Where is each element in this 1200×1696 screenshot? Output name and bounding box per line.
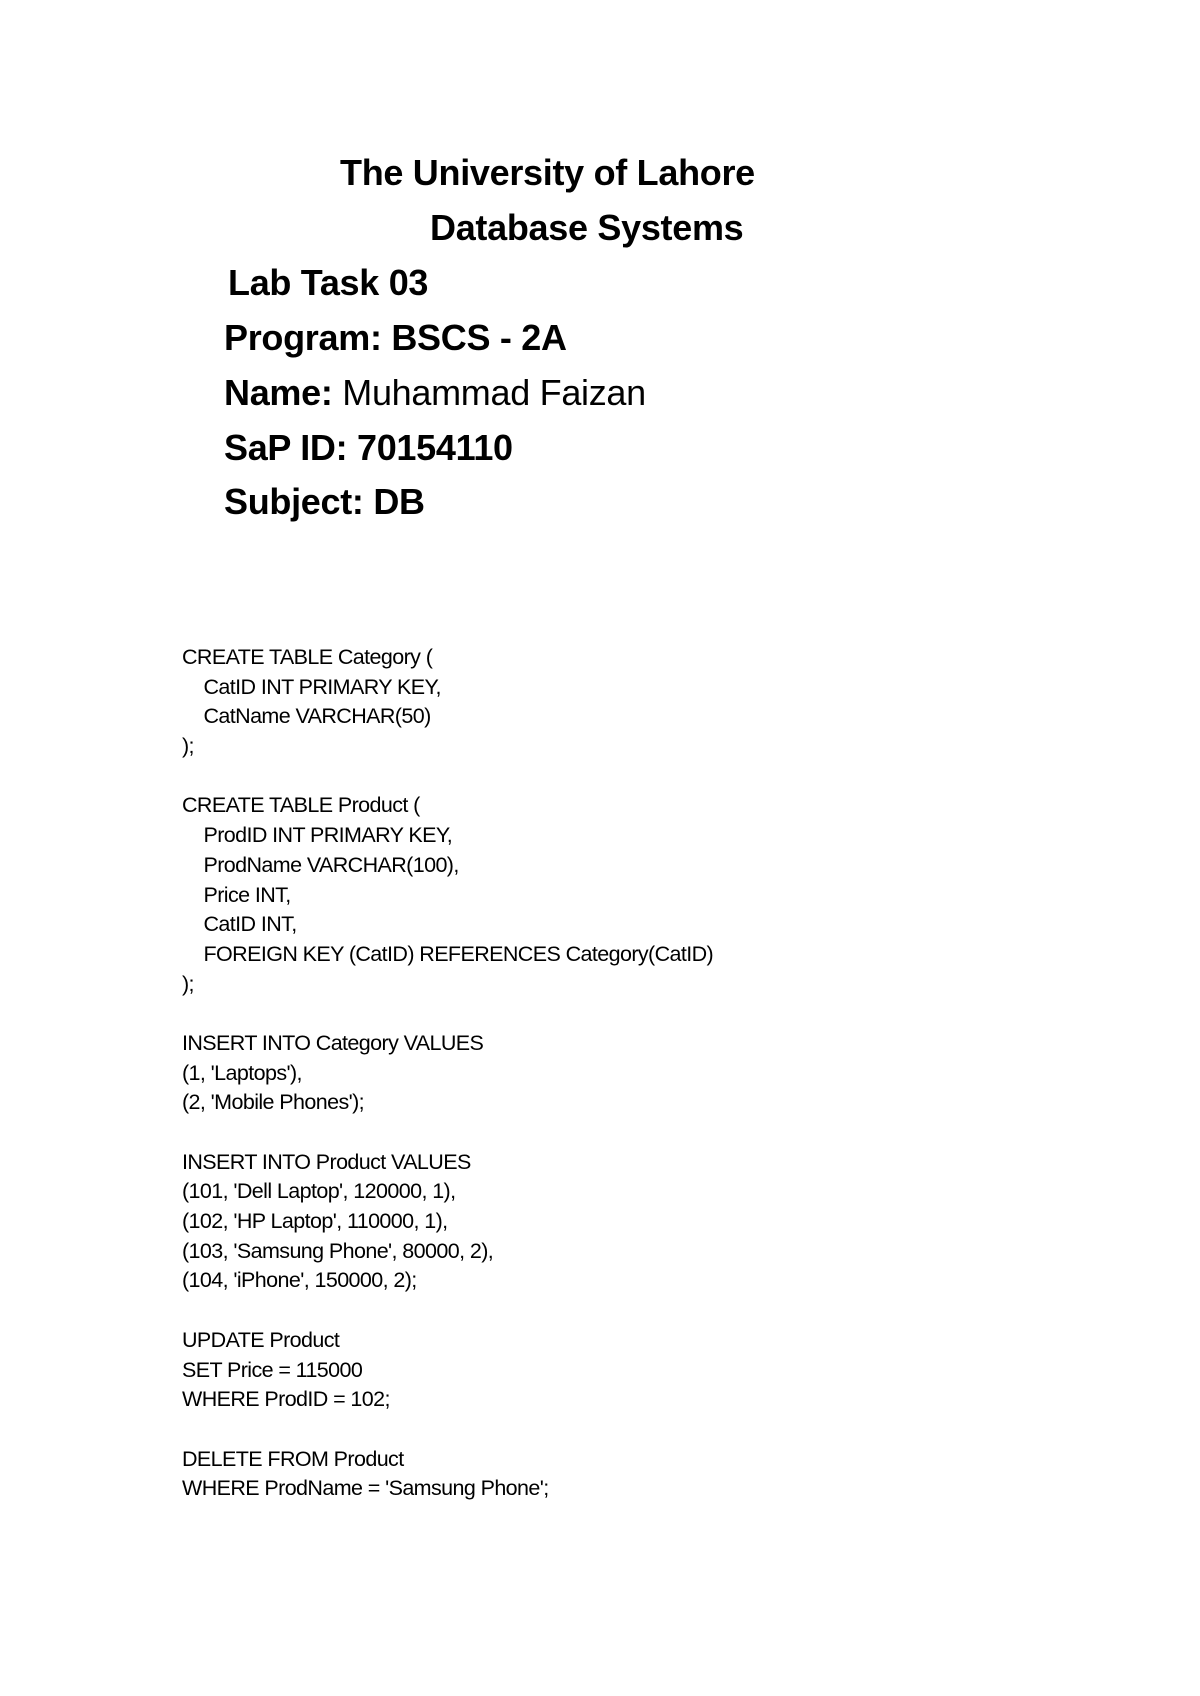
name-value: Muhammad Faizan <box>342 372 646 413</box>
code-line: DELETE FROM Product <box>182 1446 404 1471</box>
sql-code-block <box>182 643 713 1504</box>
code-line: ProdName VARCHAR(100), <box>182 852 459 877</box>
code-line: UPDATE Product <box>182 1327 340 1352</box>
code-line: CREATE TABLE Product ( <box>182 793 420 818</box>
code-line: WHERE ProdID = 102; <box>182 1387 390 1412</box>
code-line <box>182 762 713 792</box>
code-line: WHERE ProdName = 'Samsung Phone'; <box>182 1476 549 1501</box>
code-line: CatName VARCHAR(50) <box>182 704 431 729</box>
program-line: Program: BSCS - 2A <box>224 317 567 358</box>
code-line: (1, 'Laptops'), <box>182 1060 302 1085</box>
code-line <box>182 1415 713 1445</box>
course-title: Database Systems <box>430 207 744 248</box>
code-line: ); <box>182 971 194 996</box>
code-line: SET Price = 115000 <box>182 1357 363 1382</box>
code-line: CREATE TABLE Category ( <box>182 645 433 669</box>
student-name-line <box>224 371 646 415</box>
university-title: The University of Lahore <box>340 152 755 193</box>
code-line <box>182 1296 713 1326</box>
code-line: INSERT INTO Product VALUES <box>182 1149 471 1174</box>
code-line: Price INT, <box>182 882 291 907</box>
code-line: (104, 'iPhone', 150000, 2); <box>182 1268 417 1293</box>
code-line: FOREIGN KEY (CatID) REFERENCES Category(CatID) <box>182 941 714 966</box>
code-line: INSERT INTO Category VALUES <box>182 1030 484 1055</box>
code-line: ); <box>182 734 194 759</box>
code-line: CatID INT, <box>182 912 297 937</box>
lab-task-heading: Lab Task 03 <box>228 262 429 303</box>
code-line: (103, 'Samsung Phone', 80000, 2), <box>182 1238 494 1263</box>
subject-line: Subject: DB <box>224 481 425 522</box>
code-line: (101, 'Dell Laptop', 120000, 1), <box>182 1179 456 1204</box>
code-line: (2, 'Mobile Phones'); <box>182 1090 365 1115</box>
code-line <box>182 1118 713 1148</box>
sap-id-line: SaP ID: 70154110 <box>224 427 513 468</box>
code-line: ProdID INT PRIMARY KEY, <box>182 823 453 848</box>
name-label: Name: <box>224 372 333 413</box>
code-line <box>182 999 713 1029</box>
code-line: CatID INT PRIMARY KEY, <box>182 674 441 699</box>
code-line: (102, 'HP Laptop', 110000, 1), <box>182 1209 448 1234</box>
